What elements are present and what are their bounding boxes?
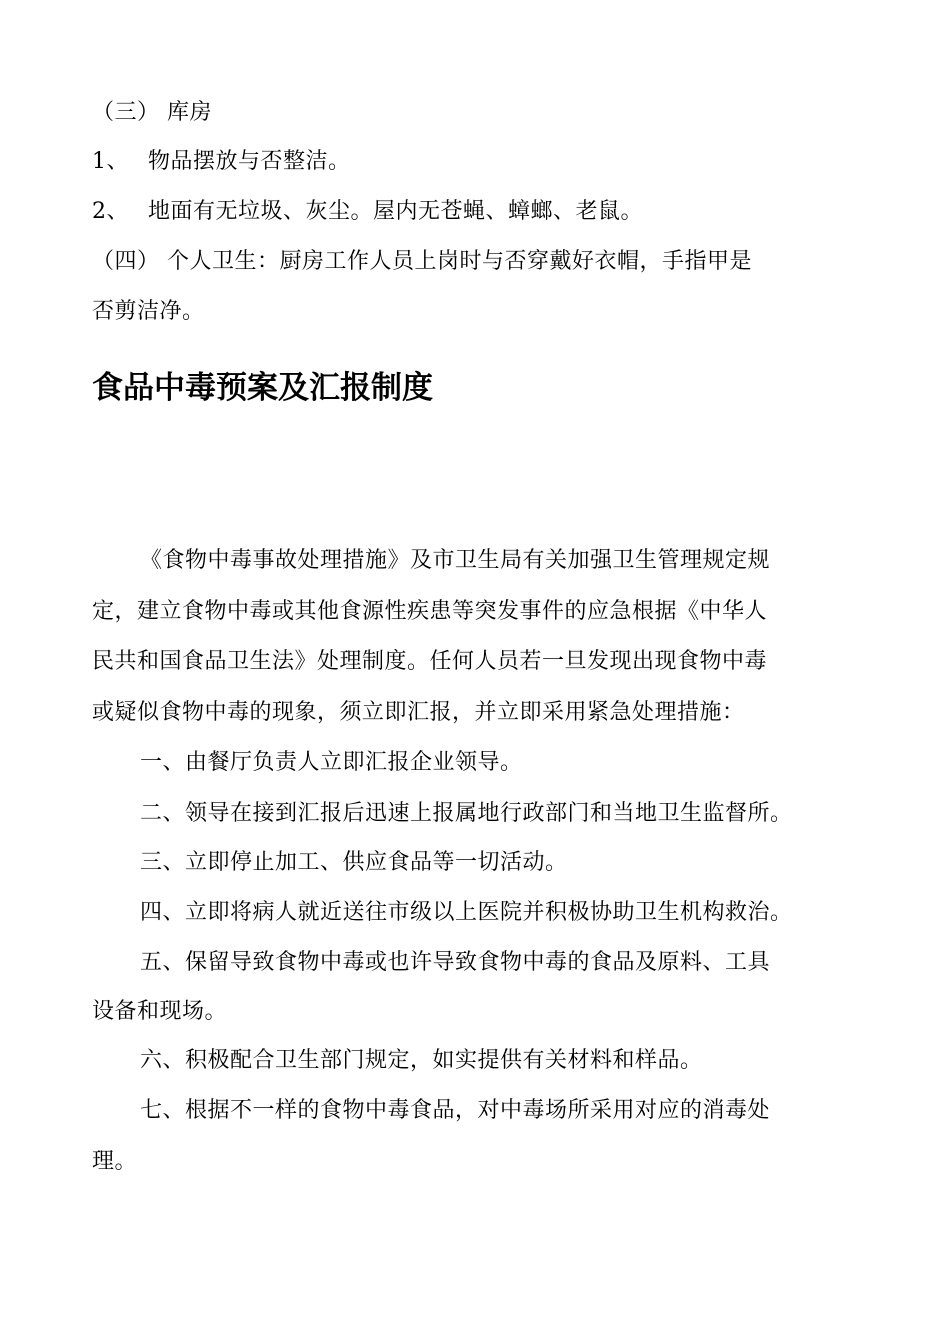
step-5-line-1: 五、保留导致食物中毒或也许导致食物中毒的食品及原料、工具 [140,950,771,975]
intro-line-3: 民共和国食品卫生法》处理制度。任何人员若一旦发现出现食物中毒 [92,649,768,674]
item-text: 地面有无垃圾、灰尘。屋内无苍蝇、蟑螂、老鼠。 [148,199,644,224]
item-number: 1、 [92,149,129,174]
step-7-line-1: 七、根据不一样的食物中毒食品，对中毒场所采用对应的消毒处 [140,1098,771,1123]
section-3-item-2 [92,197,643,227]
section-3-item-1 [92,147,351,177]
step-4: 四、立即将病人就近送往市级以上医院并积极协助卫生机构救治。 [140,900,793,925]
section-4-line-1: （四） 个人卫生：厨房工作人员上岗时与否穿戴好衣帽，手指甲是 [92,249,752,274]
step-1: 一、由餐厅负责人立即汇报企业领导。 [140,750,523,775]
intro-line-2: 定，建立食物中毒或其他食源性疾患等突发事件的应急根据《中华人 [92,599,768,624]
page-heading: 食品中毒预案及汇报制度 [92,370,433,406]
item-number: 2、 [92,199,129,224]
step-6: 六、积极配合卫生部门规定，如实提供有关材料和样品。 [140,1048,703,1073]
step-2: 二、领导在接到汇报后迅速上报属地行政部门和当地卫生监督所。 [140,801,793,826]
intro-line-4: 或疑似食物中毒的现象，须立即汇报，并立即采用紧急处理措施： [92,700,745,725]
step-3: 三、立即停止加工、供应食品等一切活动。 [140,850,568,875]
item-text: 物品摆放与否整洁。 [148,149,351,174]
section-3-title: （三） 库房 [92,100,212,125]
step-7-line-2: 理。 [92,1149,138,1174]
intro-line-1: 《食物中毒事故处理措施》及市卫生局有关加强卫生管理规定规 [140,548,771,573]
section-4-line-2: 否剪洁净。 [92,299,205,324]
step-5-line-2: 设备和现场。 [92,999,228,1024]
